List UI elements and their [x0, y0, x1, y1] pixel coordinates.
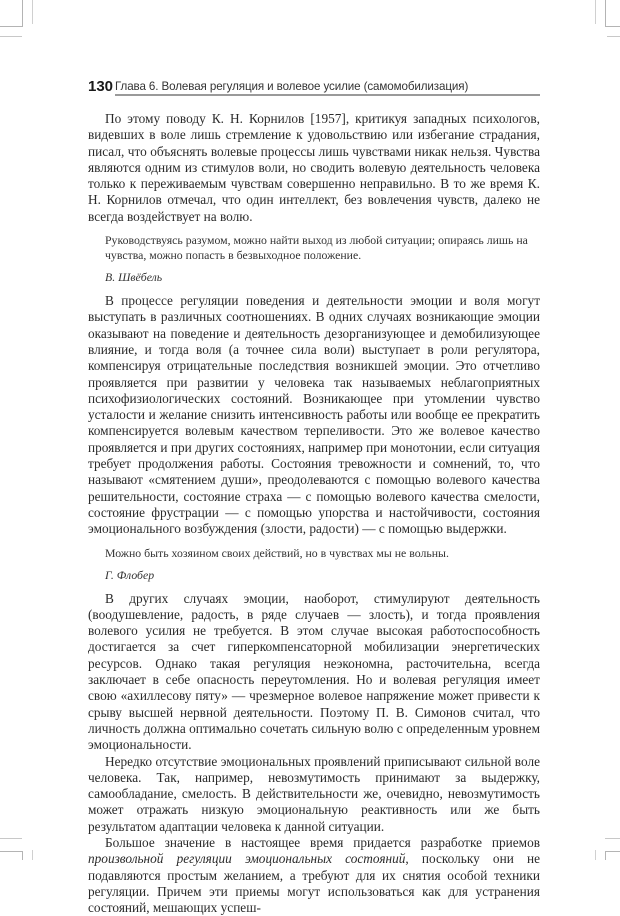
- running-header: [88, 78, 540, 98]
- epigraph-quote: Руководствуясь разумом, можно найти выход из любой ситуации; опираясь лишь на чувства, можно попасть в безвыходное положение.: [105, 233, 528, 263]
- crop-mark-bottom-right-v: [605, 851, 606, 860]
- crop-mark-bottom-right-v2: [595, 850, 596, 860]
- paragraph-text: , поскольку они не подавляются простым желанием, а требуют для их снятия особой техники регуляции. Причем эти приемы могут использоваться как для устранения состояний, мешающих успеш-: [88, 851, 540, 916]
- paragraph: В других случаях эмоции, наоборот, стимулируют деятельность (воодушевление, радость, в ряде случаев — злость), и тогда проявления волевого усилия не требуется. В этом случае высокая работоспособность достигается за счет гиперкомпенсаторной мобилизации энергетических ресурсов. Однако такая регуляция неэкономна, расточительна, всегда заключает в себе опасность переутомления. Но и волевая регуляция имеет свою «ахиллесову пяту» — чрезмерное волевое напряжение может привести к срыву высшей нервной деятельности. Поэтому П. В. Симонов считал, что личность должна оптимально сочетать сильную волю с определенным уровнем эмоциональности.: [88, 590, 540, 753]
- paragraph: Нередко отсутствие эмоциональных проявлений приписывают сильной воле человека. Так, например, невозмутимость принимают за выдержку, самообладание, смелость. В действительности же, очевидно, невозмутимость может отражать низкую эмоциональную реактивность или же быть результатом адаптации человека к данной ситуации.: [88, 753, 540, 834]
- crop-mark-top-right-h: [605, 26, 620, 27]
- page-body: [88, 111, 540, 916]
- epigraph-quote: Можно быть хозяином своих действий, но в чувствах мы не вольны.: [105, 545, 449, 560]
- running-title: Глава 6. Волевая регуляция и волевое усилие (самомобилизация): [115, 80, 469, 93]
- crop-mark-bottom-right-h: [605, 838, 620, 839]
- paragraph: [88, 835, 540, 916]
- crop-mark-top-left-h: [0, 26, 22, 27]
- crop-mark-bottom-left-h2: [0, 851, 22, 852]
- crop-mark-top-right-v: [605, 0, 606, 27]
- crop-mark-top-left-v2: [32, 0, 33, 24]
- paragraph: По этому поводу К. Н. Корнилов [1957], критикуя западных психологов, видевших в воле лишь стремление к удовольствию или избегание страдания, писал, что объяснять волевые процессы лишь чувствами никак нельзя. Чувства являются одним из стимулов воли, но сводить волевую деятельность человека только к переживаемым чувствам совершенно неправильно. В то же время К. Н. Корнилов отмечал, что один интеллект, без вовлечения чувств, далеко не всегда воздействует на волю.: [88, 111, 540, 224]
- header-rule: [115, 94, 540, 96]
- emphasis-term: произвольной регуляции эмоциональных состояний: [88, 851, 406, 867]
- crop-mark-bottom-left-h: [0, 838, 22, 839]
- page-number: 130: [88, 78, 114, 95]
- quote-author: В. Швёбель: [105, 270, 163, 285]
- crop-mark-bottom-left-v: [22, 851, 23, 860]
- crop-mark-top-left-h2: [0, 36, 22, 37]
- paragraph: В процессе регуляции поведения и деятельности эмоции и воля могут выступать в различных соотношениях. В одних случаях возникающие эмоции оказывают на поведение и деятельность дезорганизующее и демобилизующее влияние, и тогда воля (а точнее сила воли) выступает в роли регулятора, компенсируя отрицательные последствия возникшей эмоции. Это отчетливо проявляется при развитии у человека так называемых неблагоприятных психофизиологических состояний. Возникающее при утомлении чувство усталости и желание снизить интенсивность работы или вообще ее прекратить компенсируется волевым качеством терпеливости. Это же волевое качество проявляется и при других состояниях, например при монотонии, если ситуация требует продолжения работы. Состояния тревожности и сомнений, то, что называют «смятением души», преодолеваются с помощью волевого качества решительности, состояние страха — с помощью волевого качества смелости, состояние фрустрации — с помощью упорства и настойчивости, состояния эмоционального возбуждения (злости, радости) — с помощью выдержки.: [88, 293, 540, 537]
- quote-author: Г. Флобер: [105, 567, 155, 582]
- crop-mark-top-left-v: [22, 0, 23, 27]
- crop-mark-bottom-left-v2: [32, 850, 33, 860]
- crop-mark-bottom-right-h2: [605, 851, 620, 852]
- paragraph-text: Большое значение в настоящее время придается разработке приемов: [105, 834, 540, 850]
- crop-mark-top-right-v2: [595, 0, 596, 24]
- crop-mark-top-right-h2: [607, 36, 620, 37]
